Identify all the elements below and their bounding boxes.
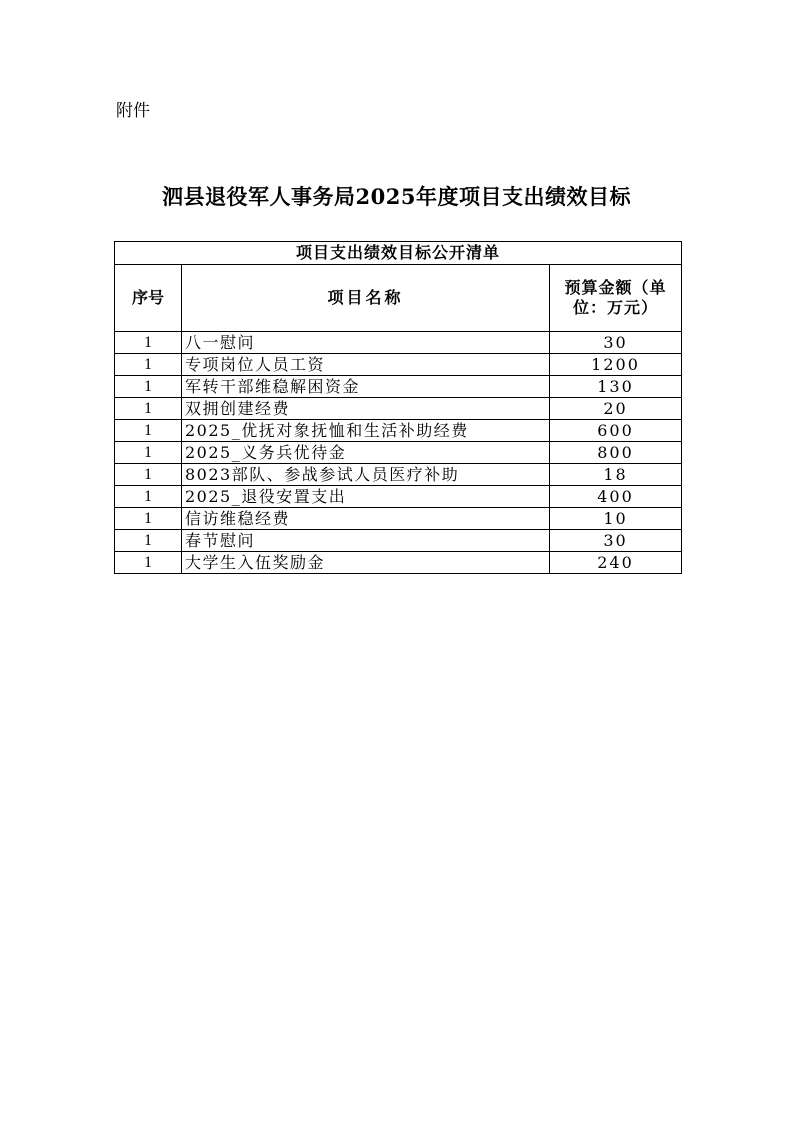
row-seq: 1: [115, 442, 182, 464]
row-name: 2025_退役安置支出: [182, 486, 550, 508]
row-name: 大学生入伍奖励金: [182, 552, 550, 574]
row-seq: 1: [115, 464, 182, 486]
row-name: 2025_优抚对象抚恤和生活补助经费: [182, 420, 550, 442]
table-row: [115, 420, 682, 442]
row-amount: 600: [550, 420, 682, 442]
row-seq: 1: [115, 486, 182, 508]
row-amount: 400: [550, 486, 682, 508]
row-name: 信访维稳经费: [182, 508, 550, 530]
table-row: [115, 552, 682, 574]
row-seq: 1: [115, 398, 182, 420]
table-header-row: [115, 265, 682, 332]
row-amount: 240: [550, 552, 682, 574]
table-row: [115, 508, 682, 530]
row-name: 8023部队、参战参试人员医疗补助: [182, 464, 550, 486]
row-seq: 1: [115, 332, 182, 354]
row-name: 双拥创建经费: [182, 398, 550, 420]
row-seq: 1: [115, 376, 182, 398]
row-amount: 800: [550, 442, 682, 464]
table-caption: 项目支出绩效目标公开清单: [115, 242, 682, 265]
row-amount: 30: [550, 530, 682, 552]
budget-table: [114, 241, 682, 574]
table-caption-row: [115, 242, 682, 265]
row-name: 春节慰问: [182, 530, 550, 552]
row-amount: 130: [550, 376, 682, 398]
row-name: 军转干部维稳解困资金: [182, 376, 550, 398]
row-name: 专项岗位人员工资: [182, 354, 550, 376]
table-row: [115, 486, 682, 508]
row-name: 八一慰问: [182, 332, 550, 354]
table-row: [115, 376, 682, 398]
row-amount: 30: [550, 332, 682, 354]
row-amount: 18: [550, 464, 682, 486]
table-row: [115, 398, 682, 420]
row-name: 2025_义务兵优待金: [182, 442, 550, 464]
row-amount: 20: [550, 398, 682, 420]
row-amount: 1200: [550, 354, 682, 376]
table-row: [115, 530, 682, 552]
row-seq: 1: [115, 530, 182, 552]
table-row: [115, 464, 682, 486]
header-name: 项目名称: [182, 265, 550, 332]
attachment-label: 附件: [116, 101, 150, 121]
row-seq: 1: [115, 552, 182, 574]
row-seq: 1: [115, 354, 182, 376]
header-amount: 预算金额（单位：万元）: [550, 265, 682, 332]
header-seq: 序号: [115, 265, 182, 332]
table-row: [115, 442, 682, 464]
row-seq: 1: [115, 508, 182, 530]
document-title: 泗县退役军人事务局2025年度项目支出绩效目标: [162, 184, 631, 209]
table-row: [115, 332, 682, 354]
table-row: [115, 354, 682, 376]
row-seq: 1: [115, 420, 182, 442]
row-amount: 10: [550, 508, 682, 530]
